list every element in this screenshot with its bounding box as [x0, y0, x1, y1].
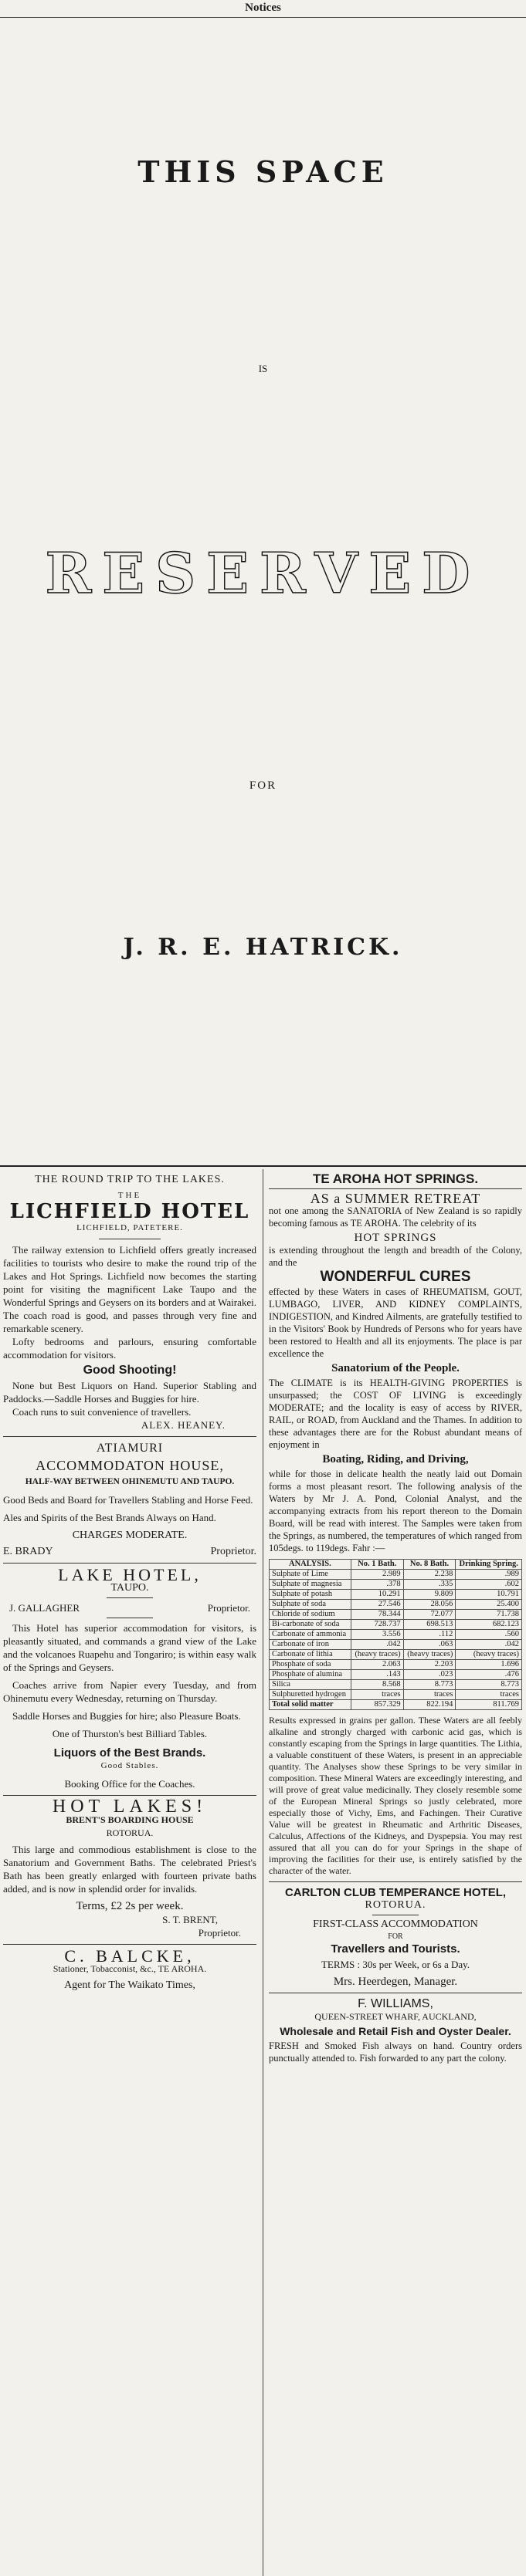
analysis-value: 8.773	[403, 1680, 456, 1690]
carlton-line2: FOR	[388, 1932, 403, 1941]
analysis-value: .042	[351, 1640, 403, 1650]
header-rule	[0, 17, 526, 18]
analysis-row	[270, 1610, 522, 1620]
hot-lakes-ad	[3, 1797, 256, 1939]
lichfield-shooting: Good Shooting!	[83, 1364, 177, 1377]
te-aroha-wonderful: WONDERFUL CURES	[320, 1269, 471, 1285]
analysis-substance: Sulphuretted hydrogen	[270, 1690, 351, 1700]
atiamuri-name1: ATIAMURI	[96, 1442, 164, 1455]
analysis-value: 8.568	[351, 1680, 403, 1690]
analysis-value: .602	[456, 1580, 522, 1590]
atiamuri-charges: CHARGES MODERATE.	[72, 1530, 188, 1541]
analysis-value: 1.696	[456, 1660, 522, 1670]
atiamuri-owner: E. BRADY	[3, 1546, 53, 1557]
te-aroha-body5: Results expressed in grains per gallon. These Waters are all feebly alkaline and strongly charged with carbonic acid gas, which is constantly escaping from the Springs in large quantities. The Lithia, a valuable constituent of these Waters, is present in an appreciable quantity. The Analyses show these Springs to be very similar in composition. These Mineral Waters are exceedingly interesting, and will prove of great value medicinally. They closely resemble some of the European Mineral Springs so justly celebrated, more especially those of Vichy, Ems, and Fachingen. Their Curative Value will be greatest in Rheumatic and Arthritic Diseases, Calculus, Affections of the Kidneys, and Dyspepsia. You may rest assured that all you can do for your Springs in the shape of improving the facilities for their use, is entirely satisfied by the character of the water.	[269, 1715, 522, 1876]
hot-lakes-owner-title: Proprietor.	[198, 1927, 241, 1939]
analysis-header: No. 8 Bath.	[403, 1560, 456, 1570]
analysis-total-value: 857.329	[351, 1700, 403, 1710]
carlton-line1: FIRST-CLASS ACCOMMODATION	[313, 1918, 478, 1930]
te-aroha-title: TE AROHA HOT SPRINGS.	[312, 1171, 479, 1186]
analysis-substance: Phosphate of soda	[270, 1660, 351, 1670]
analysis-value: 2.238	[403, 1570, 456, 1580]
analysis-value: .143	[351, 1670, 403, 1680]
analysis-substance: Sulphate of magnesia	[270, 1580, 351, 1590]
analysis-total-row	[270, 1700, 522, 1710]
reserved-line-is: IS	[258, 363, 268, 374]
hot-lakes-sub2: ROTORUA.	[106, 1827, 154, 1838]
analysis-value: .112	[403, 1630, 456, 1640]
section-rule	[0, 1165, 526, 1167]
atiamuri-ad	[3, 1442, 256, 1558]
balcke-ad	[3, 1946, 256, 1992]
analysis-header-row	[270, 1560, 522, 1570]
williams-ad	[269, 1998, 522, 2064]
lichfield-liquors: None but Best Liquors on Hand. Superior Stabling and Paddocks.—Saddle Horses and Buggies for hire.	[3, 1380, 256, 1405]
lake-hotel-body2: Coaches arrive from Napier every Tuesday, and from Ohinemutu every Wednesday, returning on Thursday.	[3, 1679, 256, 1704]
hot-lakes-sub1: BRENT'S BOARDING HOUSE	[66, 1814, 194, 1825]
analysis-substance: Carbonate of lithia	[270, 1650, 351, 1660]
divider	[3, 1436, 256, 1437]
te-aroha-ad	[269, 1173, 522, 1877]
analysis-value: .989	[456, 1570, 522, 1580]
analysis-substance: Phosphate of alumina	[270, 1670, 351, 1680]
analysis-total-value: 811.769	[456, 1700, 522, 1710]
lake-hotel-owner-title: Proprietor.	[207, 1602, 250, 1614]
balcke-name: C. BALCKE,	[64, 1946, 195, 1966]
analysis-value: .476	[456, 1670, 522, 1680]
analysis-value: 3.556	[351, 1630, 403, 1640]
analysis-value: (heavy traces)	[403, 1650, 456, 1660]
analysis-row	[270, 1580, 522, 1590]
lake-hotel-body1: This Hotel has superior accommodation for visitors, is pleasantly situated, and commands a grand view of the Lake and the volcanoes Ruapehu and Tongariro; is within easy walk of the Springs and Geysers.	[3, 1622, 256, 1673]
analysis-value: .378	[351, 1580, 403, 1590]
lichfield-owner: ALEX. HEANEY.	[141, 1419, 226, 1431]
williams-address: QUEEN-STREET WHARF, AUCKLAND,	[314, 2011, 477, 2022]
page-header: Notices	[245, 2, 281, 14]
lake-hotel-rule	[107, 1597, 153, 1598]
analysis-value: 2.063	[351, 1660, 403, 1670]
lichfield-the: THE	[117, 1191, 142, 1200]
te-aroha-intro: not one among the SANATORIA of New Zealand is so rapidly becoming famous as TE AROHA. The celebrity of its	[269, 1205, 522, 1229]
analysis-value: 71.738	[456, 1610, 522, 1620]
analysis-header: ANALYSIS.	[270, 1560, 351, 1570]
lichfield-kicker: THE ROUND TRIP TO THE LAKES.	[35, 1174, 225, 1185]
te-aroha-boating: Boating, Riding, and Driving,	[322, 1453, 469, 1465]
atiamuri-sub: HALF-WAY BETWEEN OHINEMUTU AND TAUPO.	[25, 1477, 235, 1486]
right-column	[269, 1173, 522, 2064]
te-aroha-body2: effected by these Waters in cases of RHEUMATISM, GOUT, LUMBAGO, LIVER, AND KIDNEY COMPLAINTS, INDIGESTION, and Kindred Ailments, are gratefully testified to in the Visitors' Book by Hundreds of Persons who for years have been restored to Health and all its enjoyments. The place is par excellence the	[269, 1286, 522, 1359]
lake-hotel-name: LAKE HOTEL,	[58, 1565, 202, 1584]
analysis-value: (heavy traces)	[351, 1650, 403, 1660]
analysis-row	[270, 1600, 522, 1610]
lake-hotel-place: TAUPO.	[110, 1582, 149, 1594]
lichfield-body2: Lofty bedrooms and parlours, ensuring comfortable accommodation for visitors.	[3, 1336, 256, 1361]
te-aroha-lead: AS a SUMMER RETREAT	[310, 1191, 481, 1206]
lichfield-place: LICHFIELD, PATETERE.	[76, 1223, 183, 1232]
balcke-agent: Agent for The Waikato Times,	[64, 1979, 195, 1991]
lake-hotel-liquors: Liquors of the Best Brands.	[53, 1746, 206, 1760]
analysis-substance: Sulphate of potash	[270, 1590, 351, 1600]
analysis-substance: Silica	[270, 1680, 351, 1690]
analysis-substance: Bi-carbonate of soda	[270, 1620, 351, 1630]
lake-hotel-stables: Good Stables.	[100, 1761, 159, 1770]
hot-lakes-terms: Terms, £2 2s per week.	[76, 1900, 184, 1912]
analysis-value: 2.203	[403, 1660, 456, 1670]
atiamuri-body1: Good Beds and Board for Travellers Stabling and Horse Feed.	[3, 1494, 253, 1506]
analysis-value: 698.513	[403, 1620, 456, 1630]
te-aroha-sanatorium: Sanatorium of the People.	[331, 1362, 460, 1374]
lake-hotel-owner: J. GALLAGHER	[9, 1602, 80, 1614]
analysis-value: .042	[456, 1640, 522, 1650]
analysis-value: 10.791	[456, 1590, 522, 1600]
analysis-value: 27.546	[351, 1600, 403, 1610]
analysis-substance: Chloride of sodium	[270, 1610, 351, 1620]
analysis-table	[269, 1559, 522, 1710]
analysis-value: 28.056	[403, 1600, 456, 1610]
carlton-ad	[269, 1887, 522, 1988]
te-aroha-body3: The CLIMATE is its HEALTH-GIVING PROPERTIES is unsurpassed; the COST OF LIVING is exceedingly MODERATE; and the locality is easy of access by RIVER, RAIL, or ROAD, from Auckland and the Thames. In addition to these advantages there are for the Robust abundant means of enjoyment in	[269, 1378, 522, 1450]
analysis-row	[270, 1660, 522, 1670]
analysis-value: 2.989	[351, 1570, 403, 1580]
analysis-header: Drinking Spring.	[456, 1560, 522, 1570]
analysis-body	[270, 1570, 522, 1700]
lichfield-coach: Coach runs to suit convenience of travellers.	[12, 1406, 192, 1418]
balcke-line: Stationer, Tobacconist, &c., TE AROHA.	[53, 1963, 207, 1974]
analysis-value: .063	[403, 1640, 456, 1650]
atiamuri-name2: ACCOMMODATON HOUSE,	[36, 1458, 224, 1473]
analysis-value: 10.291	[351, 1590, 403, 1600]
analysis-header: No. 1 Bath.	[351, 1560, 403, 1570]
analysis-row	[270, 1690, 522, 1700]
analysis-substance: Carbonate of iron	[270, 1640, 351, 1650]
te-aroha-rule	[269, 1188, 522, 1189]
atiamuri-body2: Ales and Spirits of the Best Brands Always on Hand.	[3, 1512, 216, 1523]
analysis-substance: Sulphate of soda	[270, 1600, 351, 1610]
lake-hotel-ad	[3, 1565, 256, 1790]
analysis-value: .560	[456, 1630, 522, 1640]
analysis-row	[270, 1620, 522, 1630]
analysis-value: 682.123	[456, 1620, 522, 1630]
carlton-place: ROTORUA.	[365, 1899, 426, 1911]
analysis-value: .023	[403, 1670, 456, 1680]
analysis-value: traces	[456, 1690, 522, 1700]
williams-body: FRESH and Smoked Fish always on hand. Country orders punctually attended to. Fish forwarded to any part the colony.	[269, 2040, 522, 2064]
analysis-row	[270, 1590, 522, 1600]
reserved-line-for: FOR	[249, 779, 277, 792]
divider	[3, 1563, 256, 1564]
williams-line1: Wholesale and Retail Fish and Oyster Dealer.	[280, 2025, 511, 2037]
analysis-row	[270, 1630, 522, 1640]
analysis-value: 25.400	[456, 1600, 522, 1610]
te-aroha-body1: is extending throughout the length and breadth of the Colony, and the	[269, 1245, 522, 1268]
analysis-row	[270, 1650, 522, 1660]
lichfield-ad	[3, 1173, 256, 1432]
hot-lakes-title: HOT LAKES!	[52, 1797, 208, 1817]
analysis-value: traces	[351, 1690, 403, 1700]
analysis-total-value: 822.194	[403, 1700, 456, 1710]
lichfield-body1: The railway extension to Lichfield offers greatly increased facilities to tourists who desire to make the round trip of the Lakes and Hot Springs. Lichfield now becomes the starting point for visiting the magnificent Lake Taupo and the Wonderful Springs and Geysers on its borders and at Wairakei. The coach road is good, and passes through very fine and remarkable scenery.	[3, 1244, 256, 1334]
analysis-value: 9.809	[403, 1590, 456, 1600]
reserved-line-this-space: THIS SPACE	[137, 154, 389, 189]
analysis-row	[270, 1640, 522, 1650]
analysis-value: 72.077	[403, 1610, 456, 1620]
lichfield-name: LICHFIELD HOTEL	[9, 1200, 250, 1223]
reserved-line-reserved: RESERVED	[45, 540, 481, 606]
left-column	[3, 1173, 256, 1992]
analysis-substance: Sulphate of Lime	[270, 1570, 351, 1580]
lake-hotel-body3: Saddle Horses and Buggies for hire; also Pleasure Boats.	[12, 1710, 241, 1722]
analysis-value: .335	[403, 1580, 456, 1590]
hot-lakes-owner: S. T. BRENT,	[162, 1914, 218, 1925]
hot-lakes-body: This large and commodious establishment is close to the Sanatorium and Government Baths. The celebrated Priest's Bath has been greatly enlarged with fourteen private baths added, and is now in splendid order for invalids.	[3, 1844, 256, 1895]
analysis-value: traces	[403, 1690, 456, 1700]
te-aroha-hot-springs: HOT SPRINGS	[354, 1232, 437, 1244]
williams-name: F. WILLIAMS,	[358, 1997, 433, 2010]
reserved-line-hatrick: J. R. E. HATRICK.	[123, 934, 403, 961]
lake-hotel-body4: One of Thurston's best Billiard Tables.	[52, 1728, 208, 1739]
analysis-value: (heavy traces)	[456, 1650, 522, 1660]
te-aroha-body4: while for those in delicate health the neatly laid out Domain forms a most pleasant resort. The following analysis of the Waters by Mr J. A. Pond, Colonial Analyst, and the accompanying extracts from his report thereon to the Domain Board, will be read with interest. The Samples were taken from the Springs, as numbered, the temperatures of which ranged from 105degs. to 119degs. Fahr :—	[269, 1469, 522, 1553]
atiamuri-owner-title: Proprietor.	[210, 1546, 256, 1557]
lake-hotel-owner-line	[3, 1601, 256, 1614]
analysis-total-label: Total solid matter	[270, 1700, 351, 1710]
analysis-row	[270, 1670, 522, 1680]
analysis-value: 8.773	[456, 1680, 522, 1690]
atiamuri-owner-line	[3, 1545, 256, 1558]
analysis-substance: Carbonate of ammonia	[270, 1630, 351, 1640]
carlton-title: CARLTON CLUB TEMPERANCE HOTEL,	[284, 1886, 507, 1899]
divider	[269, 1881, 522, 1882]
divider	[3, 1795, 256, 1796]
divider	[3, 1944, 256, 1945]
carlton-terms: TERMS : 30s per Week, or 6s a Day.	[321, 1959, 470, 1970]
carlton-manager: Mrs. Heerdegen, Manager.	[333, 1976, 458, 1988]
analysis-value: 728.737	[351, 1620, 403, 1630]
lake-hotel-booking: Booking Office for the Coaches.	[64, 1778, 195, 1790]
analysis-value: 78.344	[351, 1610, 403, 1620]
analysis-row	[270, 1570, 522, 1580]
analysis-row	[270, 1680, 522, 1690]
carlton-line3: Travellers and Tourists.	[331, 1942, 460, 1956]
